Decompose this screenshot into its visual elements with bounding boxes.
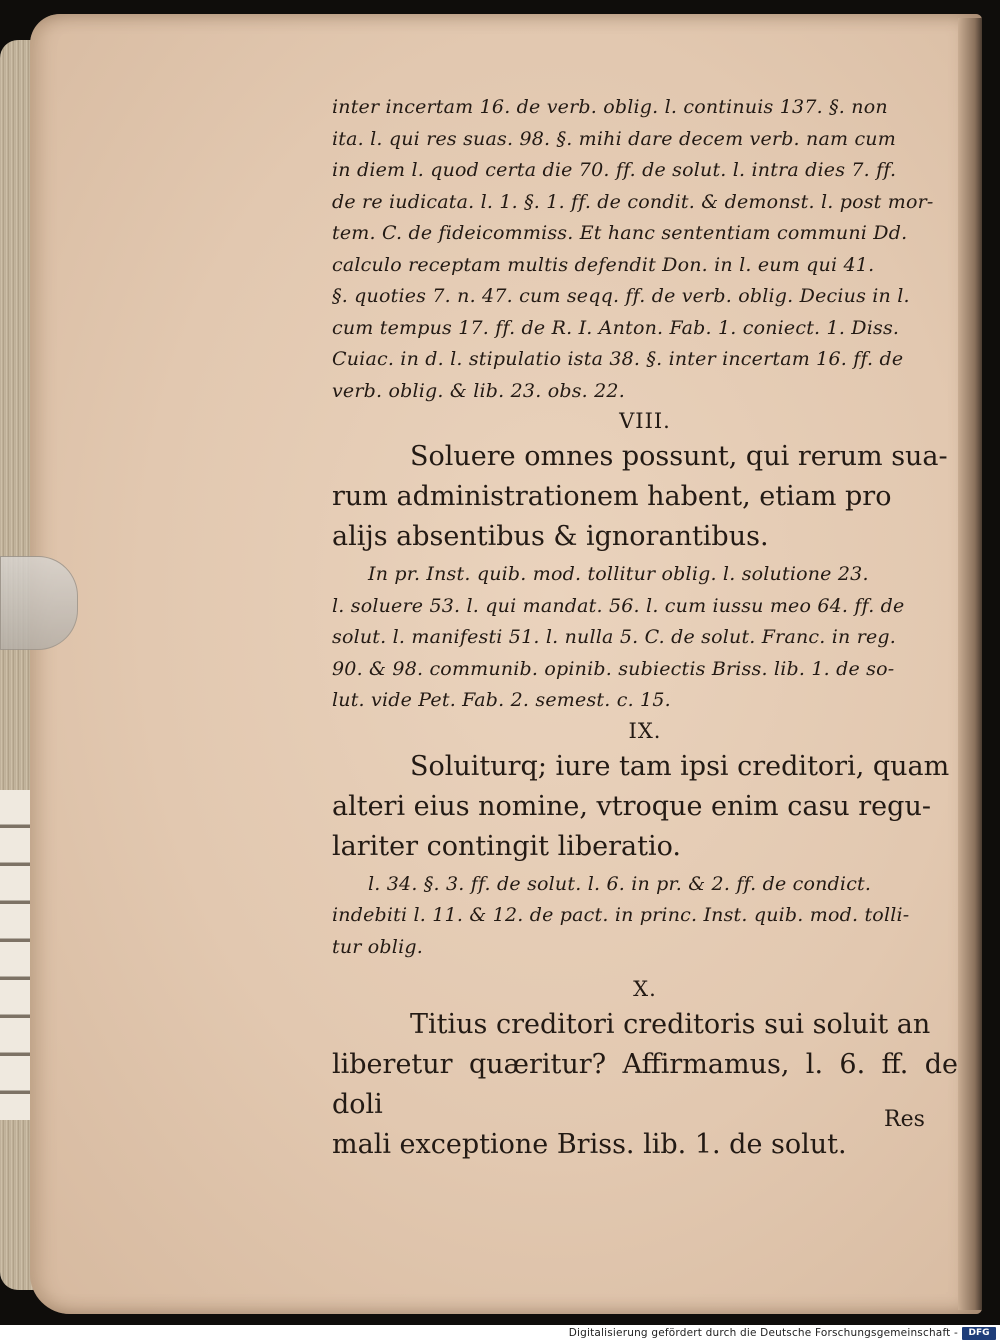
text-line: indebiti l. 11. & 12. de pact. in princ. Inst. quib. mod. tolli-	[332, 904, 910, 926]
text-line: tem. C. de fideicommiss. Et hanc sententiam communi Dd.	[332, 222, 908, 244]
text-line: solut. l. manifesti 51. l. nulla 5. C. de solut. Franc. in reg.	[332, 626, 897, 648]
section-viii-notes	[332, 559, 958, 717]
text-line: tur oblig.	[332, 935, 423, 958]
section-x-text	[332, 1005, 958, 1165]
footer-credit: Digitalisierung gefördert durch die Deutsche Forschungsgemeinschaft -	[568, 1327, 958, 1339]
section-heading-viii: VIII.	[619, 409, 671, 433]
text-line: de re iudicata. l. 1. §. 1. ff. de condit. & demonst. l. post mor-	[332, 190, 934, 213]
text-line: §. quoties 7. n. 47. cum seqq. ff. de verb. oblig. Decius in l.	[332, 285, 910, 307]
text-line: mali exceptione Briss. lib. 1. de solut.	[332, 1129, 847, 1160]
section-ix-text	[332, 747, 958, 867]
text-line: l. soluere 53. l. qui mandat. 56. l. cum iussu meo 64. ff. de	[332, 594, 905, 617]
section-heading-ix: IX.	[628, 718, 662, 743]
text-line: verb. oblig. & lib. 23. obs. 22.	[332, 379, 625, 402]
text-line: alteri eius nomine, vtroque enim casu regu-	[332, 790, 931, 822]
catchword: Res	[884, 1107, 925, 1132]
text-line: calculo receptam multis defendit Don. in l. eum qui 41.	[332, 253, 875, 276]
text-line: lariter contingit liberatio.	[332, 830, 681, 862]
text-line: lut. vide Pet. Fab. 2. semest. c. 15.	[332, 689, 671, 711]
citation-block-top	[332, 92, 958, 407]
text-line: alijs absentibus & ignorantibus.	[332, 521, 769, 552]
paper-tabs	[0, 790, 30, 1120]
section-ix-notes	[332, 869, 958, 964]
text-line: Cuiac. in d. l. stipulatio ista 38. §. inter incertam 16. ff. de	[332, 348, 904, 370]
text-line: Soluiturq; iure tam ipsi creditori, quam	[410, 750, 950, 782]
text-line: Titius creditori creditoris sui soluit an	[410, 1009, 931, 1040]
section-heading-x: X.	[633, 977, 657, 1001]
plastic-clip	[0, 556, 78, 650]
page-gutter-shadow	[958, 18, 982, 1310]
text-line: in diem l. quod certa die 70. ff. de solut. l. intra dies 7. ff.	[332, 159, 897, 181]
text-line: rum administrationem habent, etiam pro	[332, 481, 892, 512]
page-text	[332, 92, 958, 1165]
text-line: inter incertam 16. de verb. oblig. l. continuis 137. §. non	[332, 96, 888, 118]
text-line: Soluere omnes possunt, qui rerum sua-	[410, 441, 948, 472]
text-line: ita. l. qui res suas. 98. §. mihi dare decem verb. nam cum	[332, 127, 896, 150]
text-line: In pr. Inst. quib. mod. tollitur oblig. l. solutione 23.	[368, 563, 869, 585]
text-line: 90. & 98. communib. opinib. subiectis Briss. lib. 1. de so-	[332, 657, 895, 680]
text-line: liberetur quæritur? Affirmamus, l. 6. ff. de doli	[332, 1049, 958, 1120]
text-line: l. 34. §. 3. ff. de solut. l. 6. in pr. & 2. ff. de condict.	[368, 872, 872, 895]
dfg-logo: DFG	[962, 1327, 996, 1340]
text-line: cum tempus 17. ff. de R. I. Anton. Fab. 1. coniect. 1. Diss.	[332, 316, 900, 339]
section-viii-text	[332, 437, 958, 557]
